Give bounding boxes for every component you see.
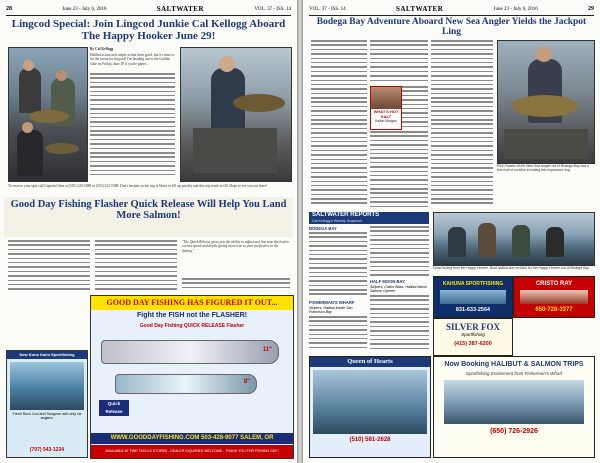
volume-issue: VOL. 37 - ISS. 14 — [254, 6, 291, 12]
crisco-ray-phone: 650-728-3377 — [535, 307, 573, 313]
left-page-header — [6, 4, 291, 14]
report-fishermans-body — [309, 316, 367, 352]
kahuna-boat-graphic — [440, 290, 506, 304]
columnist-photo — [371, 87, 401, 109]
section-masthead: SALTWATER — [395, 5, 444, 13]
lingcod-lede: Halibut action and striper action been good, but it's time to hit the ocean for lingcod! I'm heading out to the Golden Gate on Friday, June 29 if you're game... — [90, 53, 175, 66]
jackpot-ling-photo — [497, 40, 595, 164]
crisco-ray-graphic — [520, 290, 588, 304]
bodega-body-col2-side — [402, 86, 428, 130]
lingcod-closing: To reserve your spot call Captain Chris at (510) 223-5388 or (510) 223-5388. Don't hesitate as the trip is likely to fill up quickly and this trip tends to fill. Hope to see you out there! — [8, 184, 268, 188]
kahuna-ad — [433, 276, 513, 318]
region-half-moon-bay: HALF MOON BAY — [370, 279, 405, 284]
columnist-name: Kaitlin Morgan — [375, 119, 397, 123]
gdf-ad-product: Good Day Fishing QUICK RELEASE Flasher — [139, 323, 245, 329]
region-fishermans-wharf: FISHERMAN'S WHARF — [309, 300, 355, 305]
silver-fox-title: SILVER FOX — [446, 322, 500, 332]
halibut-ad-title: Now Booking HALIBUT & SALMON TRIPS — [444, 361, 584, 368]
reports-title: SALTWATER REPORTS — [312, 212, 380, 218]
whats-hot-title: WHAT'S HOT SALT — [373, 109, 399, 119]
kono-boat-photo — [10, 362, 84, 410]
bodega-headline: Bodega Bay Adventure Aboard New Sea Angler Yields the Jackpot Ling — [316, 17, 587, 37]
silver-fox-ad — [433, 318, 513, 356]
reports-subtitle: Cal Kellogg's Weekly Snapshot — [312, 219, 362, 223]
bodega-body-col3 — [431, 40, 493, 210]
half-moon-bay-sub: Stripers, Calico Bass, Halibut About Salmon Opener — [370, 285, 427, 293]
kahuna-ad-title: KAHUNA SPORTFISHING — [442, 281, 504, 287]
fishermans-wharf-sub: Stripers, Halibut Inside San Francisco Bay — [309, 306, 353, 314]
flasher-body-col3 — [182, 278, 290, 292]
header-rule — [6, 15, 291, 16]
flasher-story-banner — [4, 197, 293, 237]
quick-release-badge: Quick Release — [99, 400, 129, 416]
bodega-body-col2-bottom — [370, 131, 428, 210]
halibut-ad-sub: Sportfishing Excitement from Fishermen's Wharf — [465, 371, 563, 376]
report-bodega-body — [309, 232, 367, 298]
silver-fox-phone: (415) 387-6200 — [454, 341, 492, 347]
queen-boat-photo — [313, 370, 427, 434]
report-col2-top — [370, 226, 429, 278]
gdf-ad-tagline: Fight the FISH not the FLASHER! — [136, 312, 248, 319]
left-page — [0, 0, 297, 463]
crisco-ray-ad — [513, 276, 595, 318]
bodega-body-col2-top — [370, 40, 428, 84]
flasher-body-col2 — [95, 240, 177, 292]
queen-of-hearts-ad — [309, 356, 431, 458]
flasher-body-col1 — [8, 240, 90, 292]
gdf-website[interactable]: WWW.GOODDAYFISHING.COM 503-428-9077 SALEM, OR — [91, 433, 293, 444]
page-number: 28 — [6, 6, 12, 12]
crisco-ray-title: CRISTO RAY — [535, 281, 573, 287]
queen-ad-phone: (510) 581-2628 — [349, 437, 391, 443]
gdf-ad-banner: GOOD DAY FISHING HAS FIGURED IT OUT... — [91, 296, 293, 310]
header-rule — [309, 15, 594, 16]
saltwater-reports-banner — [309, 212, 429, 224]
region-bodega-bay: BODEGA BAY — [309, 226, 337, 231]
bodega-body-col1 — [311, 40, 367, 210]
lingcod-byline: By Cal Kellogg — [90, 47, 114, 51]
lingcod-headline: Lingcod Special: Join Lingcod Junkie Cal Kellogg Aboard The Happy Hooker June 29! — [11, 18, 286, 42]
flasher-8in-graphic: 8" — [115, 374, 257, 394]
kahuna-ad-phone: 831-633-2564 — [455, 307, 491, 313]
issue-date: June 23 - July 6, 2016 — [62, 6, 107, 12]
halibut-salmon-ad — [433, 356, 595, 458]
flasher-headline: Good Day Fishing Flasher Quick Release Will Help You Land More Salmon! — [10, 199, 287, 222]
boat-photo-caption: Good fishing from the Happy Hooker. Boat halibut and rockfish for the Happy Hooker out of Bodega Bay. — [433, 266, 590, 270]
kono-ad-title: New Kono Kaini Sportfishing — [7, 351, 87, 359]
lingcod-body-col1 — [90, 73, 175, 181]
gdf-footer: AVAILABLE AT FINE TACKLE STORES - DEALER INQUIRIES WELCOME - THANK YOU FOR FISHING GDF! — [91, 445, 293, 458]
whats-hot-box — [370, 86, 402, 130]
happy-hooker-deck-photo — [433, 212, 595, 266]
right-page — [303, 0, 600, 463]
volume-issue: VOL. 37 - ISS. 14 — [309, 6, 346, 12]
page-number: 29 — [587, 6, 594, 12]
report-halfmoon-body — [370, 295, 429, 352]
lingcod-catch-photo — [180, 47, 292, 182]
flasher-11in-graphic: 11" — [101, 340, 279, 364]
halibut-ad-photo — [444, 380, 584, 424]
issue-date: June 23 - July 6, 2016 — [493, 6, 538, 12]
queen-ad-title: Queen of Hearts — [310, 357, 430, 367]
kono-ad-body: Fresh Rock Cod and Sturgeon with only six anglers. — [12, 412, 82, 420]
halibut-ad-phone: (650) 726-2926 — [490, 428, 538, 435]
right-page-header — [309, 4, 594, 14]
flasher-pull-quote: "The Quick Release gives you the ability to adjust and fine tune the lead to correct speed and depth, giving more true to your preference in the fishing." — [182, 240, 290, 253]
silver-fox-sub: Sportfishing — [461, 332, 485, 337]
section-masthead: SALTWATER — [156, 5, 205, 13]
anglers-photo — [8, 47, 88, 182]
ling-photo-caption: Rick Powers of the New Sea Angler out of Bodega Bay had a fine limit of rockfish including this impressive ling. — [497, 164, 589, 172]
kono-kaini-ad — [6, 350, 88, 458]
kono-ad-phone: (707) 543-1234 — [29, 447, 65, 453]
gdf-flasher-ad — [90, 295, 294, 459]
